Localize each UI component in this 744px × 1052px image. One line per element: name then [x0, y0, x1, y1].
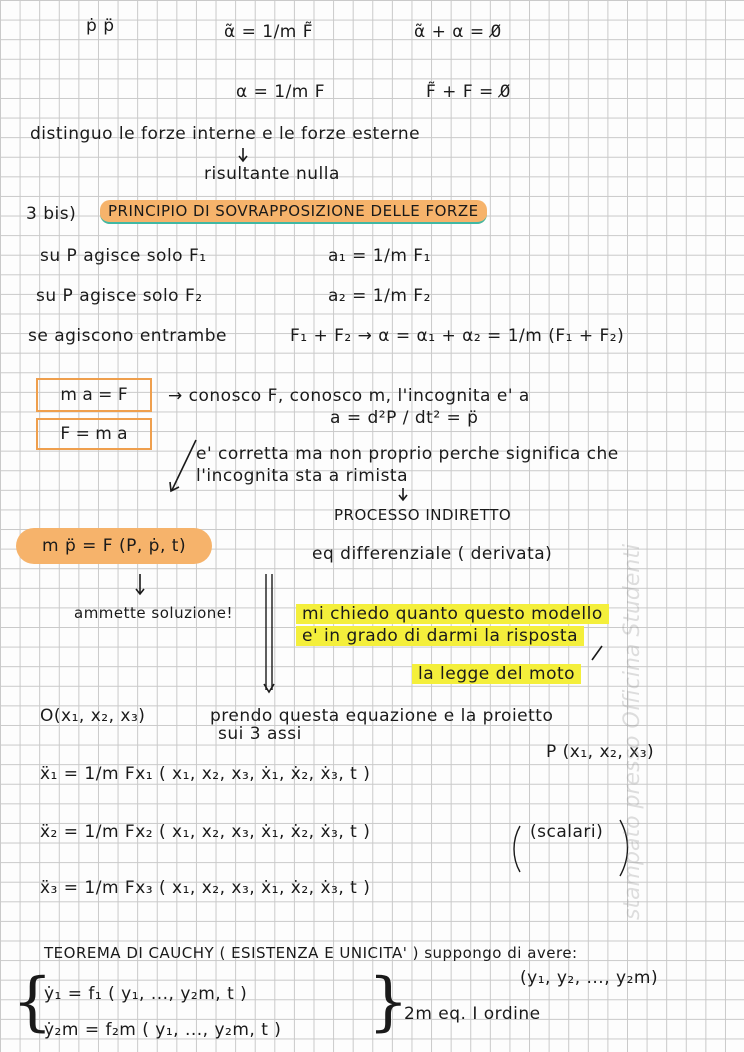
question-line-2-text: e' in grado di darmi la risposta	[296, 626, 584, 646]
question-line-1-text: mi chiedo quanto questo modello	[296, 604, 609, 624]
equation-force-sum: F̃ + F = 0̸	[426, 82, 511, 102]
equation-x3: ẍ₃ = 1/m Fx₃ ( x₁, x₂, x₃, ẋ₁, ẋ₂, ẋ₃, t )	[40, 878, 371, 898]
equation-x1: ẍ₁ = 1/m Fx₁ ( x₁, x₂, x₃, ẋ₁, ẋ₂, ẋ₃, t )	[40, 764, 371, 784]
equation-y2m: ẏ₂m = f₂m ( y₁, ..., y₂m, t )	[44, 1020, 282, 1040]
section-title-text: PRINCIPIO DI SOVRAPPOSIZIONE DELLE FORZE	[100, 200, 487, 224]
note-null-resultant: risultante nulla	[204, 164, 340, 184]
note-solution: ammette soluzione!	[74, 604, 234, 622]
note-axes: sui 3 assi	[218, 724, 302, 744]
note-correct: e' corretta ma non proprio perche significa che	[196, 444, 619, 464]
origin-coordinates: O(x₁, x₂, x₃)	[40, 706, 146, 726]
note-forces: distinguo le forze interne e le forze esterne	[30, 124, 421, 144]
equation-alpha-tilde: α̃ = 1/m F̃	[224, 22, 314, 42]
note-p-force-1: su P agisce solo F₁	[40, 246, 207, 266]
note-equation-count: 2m eq. I ordine	[404, 1004, 541, 1024]
equation-alpha: α = 1/m F	[236, 82, 326, 102]
equation-y1: ẏ₁ = f₁ ( y₁, ..., y₂m, t )	[44, 984, 248, 1004]
label-indirect-process: PROCESSO INDIRETTO	[334, 506, 512, 524]
boxed-equation-fma: F = m a	[36, 418, 152, 450]
point-coordinates: P (x₁, x₂, x₃)	[546, 742, 655, 762]
theorem-cauchy: TEOREMA DI CAUCHY ( ESISTENZA E UNICITA' ) suppongo di avere:	[44, 944, 578, 962]
right-brace-icon: }	[368, 965, 409, 1039]
equation-acceleration: a = d²P / dt² = p̈	[330, 408, 479, 428]
label-law-of-motion-text: la legge del moto	[412, 664, 581, 684]
equation-a1: a₁ = 1/m F₁	[328, 246, 431, 266]
note-unknown: → conosco F, conosco m, l'incognita e' a	[168, 386, 530, 406]
paren-left-icon	[514, 826, 520, 872]
section-number: 3 bis)	[26, 204, 77, 224]
left-brace-icon: {	[12, 965, 53, 1039]
note-incognita: l'incognita sta a rimista	[196, 466, 409, 486]
note-p-force-2: su P agisce solo F₂	[36, 286, 203, 306]
watermark-text: stampato presso Officina Studenti	[620, 543, 645, 920]
equation-motion-text: m p̈ = F (P, ṗ, t)	[16, 528, 212, 564]
equation-superposition: F₁ + F₂ → α = α₁ + α₂ = 1/m (F₁ + F₂)	[290, 326, 625, 346]
equation-x2: ẍ₂ = 1/m Fx₂ ( x₁, x₂, x₃, ẋ₁, ẋ₂, ẋ₃, t )	[40, 822, 371, 842]
dot-notation: ṗ p̈	[86, 16, 115, 36]
arrow-diagonal-icon	[172, 440, 196, 490]
boxed-equation-ma: m a = F	[36, 378, 152, 412]
equation-alpha-sum: α̃ + α = 0̸	[414, 22, 502, 42]
equation-a2: a₂ = 1/m F₂	[328, 286, 431, 306]
note-projection: prendo questa equazione e la proietto	[210, 706, 554, 726]
note-differential: eq differenziale ( derivata)	[312, 544, 553, 564]
double-line-icon	[266, 574, 272, 690]
note-both-forces: se agiscono entrambe	[28, 326, 227, 346]
arrow-small-icon	[592, 646, 602, 660]
note-scalari: (scalari)	[530, 822, 604, 842]
y-variables: (y₁, y₂, ..., y₂m)	[520, 968, 659, 988]
